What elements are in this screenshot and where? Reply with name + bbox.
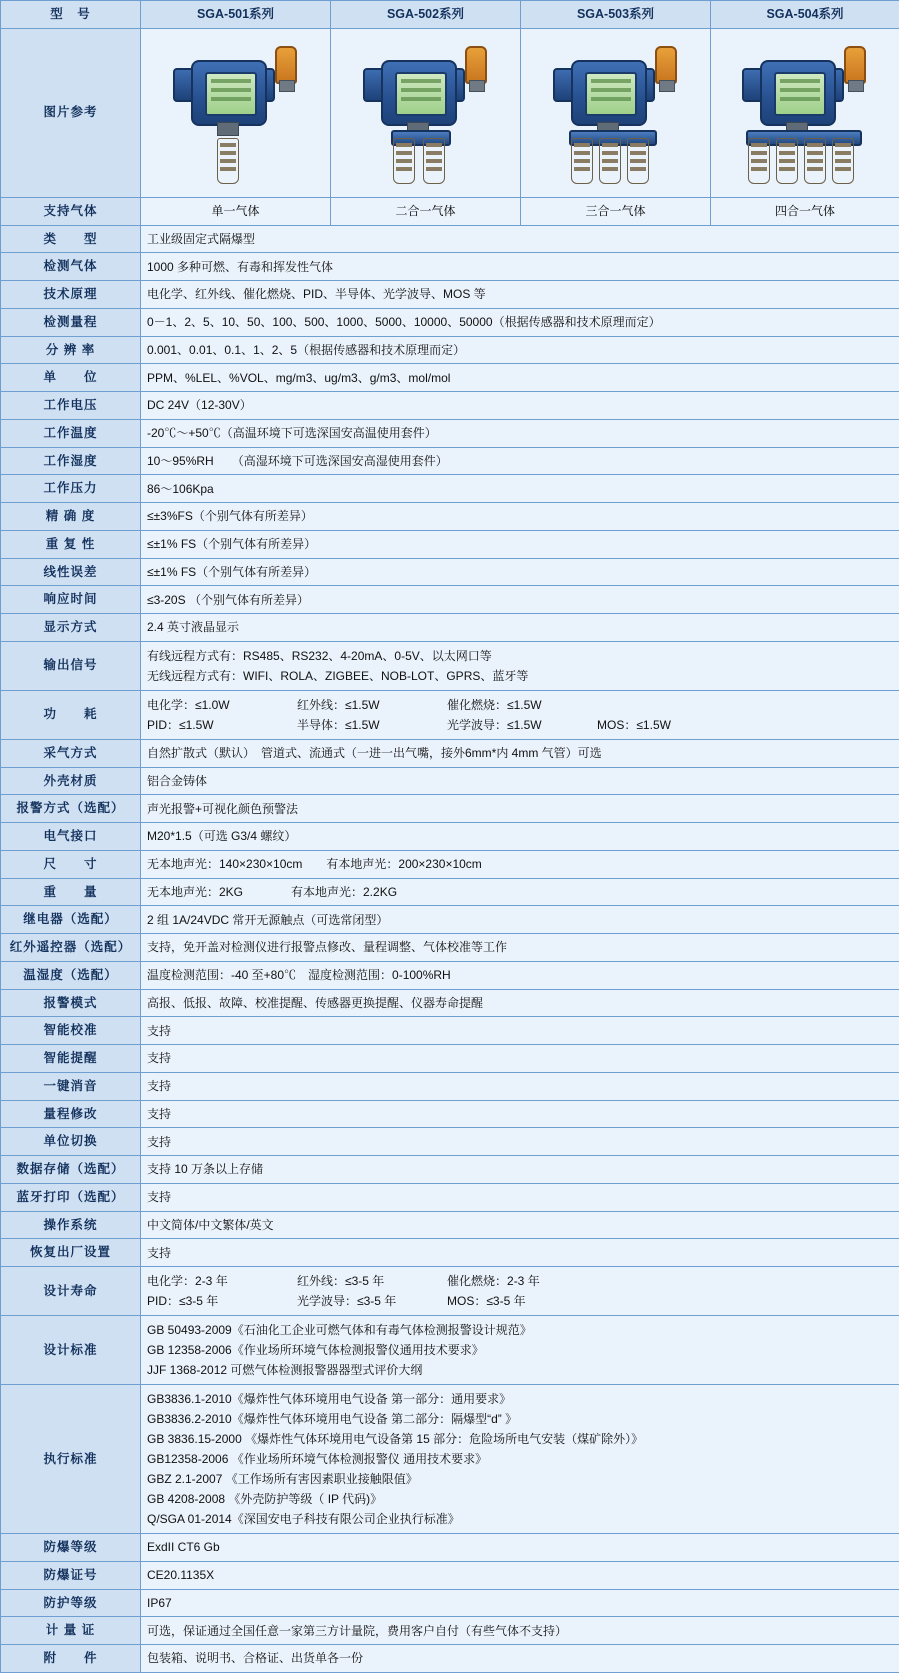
product-image-503 <box>521 28 711 197</box>
row-value-exec-standard <box>141 1385 899 1534</box>
row-value-relay: 2 组 1A/24VDC 常开无源触点（可选常闭型） <box>141 906 899 934</box>
row-label-data-storage: 数据存储（选配） <box>1 1156 141 1184</box>
row-label-unit-switch: 单位切换 <box>1 1128 141 1156</box>
model-503: SGA-503系列 <box>521 1 711 29</box>
lifetime-cc: 催化燃烧：2-3 年 <box>447 1272 597 1290</box>
table-row-electrical-interface <box>1 823 899 851</box>
lifetime-line-1 <box>147 1271 893 1291</box>
output-signal-wireless: 无线远程方式有：WIFI、ROLA、ZIGBEE、NOB-LOT、GPRS、蓝牙等 <box>147 666 893 686</box>
row-label-relay: 继电器（选配） <box>1 906 141 934</box>
table-row-gas-support <box>1 197 899 225</box>
table-row-one-key-mute <box>1 1072 899 1100</box>
row-label-one-key-mute: 一键消音 <box>1 1072 141 1100</box>
power-line-1 <box>147 695 893 715</box>
row-label-sampling: 采气方式 <box>1 739 141 767</box>
row-value-repeatability: ≤±1% FS（个别气体有所差异） <box>141 530 899 558</box>
row-label-bluetooth-print: 蓝牙打印（选配） <box>1 1183 141 1211</box>
row-value-shell-material: 铝合金铸体 <box>141 767 899 795</box>
model-504: SGA-504系列 <box>711 1 899 29</box>
row-label-display: 显示方式 <box>1 614 141 642</box>
lifetime-line-2 <box>147 1291 893 1311</box>
model-502: SGA-502系列 <box>331 1 521 29</box>
table-row-ip-grade <box>1 1589 899 1617</box>
table-row-factory-reset <box>1 1239 899 1267</box>
gas-support-501: 单一气体 <box>141 197 331 225</box>
table-row-pressure <box>1 475 899 503</box>
power-mos: MOS：≤1.5W <box>597 716 717 734</box>
table-row-unit-switch <box>1 1128 899 1156</box>
row-value-size: 无本地声光：140×230×10cm 有本地声光：200×230×10cm <box>141 850 899 878</box>
row-value-smart-reminder: 支持 <box>141 1045 899 1073</box>
row-label-alarm-mode: 报警模式 <box>1 989 141 1017</box>
gas-support-503: 三合一气体 <box>521 197 711 225</box>
row-label-output-signal: 输出信号 <box>1 641 141 690</box>
table-row-size <box>1 850 899 878</box>
table-row-shell-material <box>1 767 899 795</box>
table-row-alarm-mode <box>1 989 899 1017</box>
row-label-factory-reset: 恢复出厂设置 <box>1 1239 141 1267</box>
exec-standard-item: GB12358-2006 《作业场所环境气体检测报警仪 通用技术要求》 <box>147 1449 893 1469</box>
row-value-pressure: 86～106Kpa <box>141 475 899 503</box>
gas-support-502: 二合一气体 <box>331 197 521 225</box>
row-label-ex-grade: 防爆等级 <box>1 1534 141 1562</box>
row-label-size: 尺 寸 <box>1 850 141 878</box>
lifetime-pid: PID：≤3-5 年 <box>147 1292 297 1310</box>
table-row-smart-calibration <box>1 1017 899 1045</box>
detector-illustration-4 <box>730 38 880 188</box>
table-row-ir-remote <box>1 934 899 962</box>
table-row-metering-cert <box>1 1617 899 1645</box>
row-value-unit-switch: 支持 <box>141 1128 899 1156</box>
row-value-range-modify: 支持 <box>141 1100 899 1128</box>
table-row-accuracy <box>1 503 899 531</box>
row-value-unit: PPM、%LEL、%VOL、mg/m3、ug/m3、g/m3、mol/mol <box>141 364 899 392</box>
table-row-range-modify <box>1 1100 899 1128</box>
row-value-metering-cert: 可选，保证通过全国任意一家第三方计量院，费用客户自付（有些气体不支持） <box>141 1617 899 1645</box>
table-row-data-storage <box>1 1156 899 1184</box>
power-pid: PID：≤1.5W <box>147 716 297 734</box>
row-label-linearity: 线性误差 <box>1 558 141 586</box>
table-row-images <box>1 28 899 197</box>
power-waveguide: 光学波导：≤1.5W <box>447 716 597 734</box>
power-ec: 电化学：≤1.0W <box>147 696 297 714</box>
row-value-ex-grade: ExdII CT6 Gb <box>141 1534 899 1562</box>
row-value-voltage: DC 24V（12-30V） <box>141 392 899 420</box>
row-label-smart-calibration: 智能校准 <box>1 1017 141 1045</box>
exec-standard-item: GB 3836.15-2000 《爆炸性气体环境用电气设备第 15 部分：危险场所电气安装（煤矿除外）》 <box>147 1429 893 1449</box>
table-row-linearity <box>1 558 899 586</box>
row-value-humidity: 10～95%RH （高湿环境下可选深国安高湿使用套件） <box>141 447 899 475</box>
table-row-repeatability <box>1 530 899 558</box>
row-label-electrical-interface: 电气接口 <box>1 823 141 851</box>
detector-illustration-1 <box>161 38 311 188</box>
row-value-output-signal <box>141 641 899 690</box>
table-row-os <box>1 1211 899 1239</box>
table-row-exec-standard <box>1 1385 899 1534</box>
row-label-os: 操作系统 <box>1 1211 141 1239</box>
gas-support-504: 四合一气体 <box>711 197 899 225</box>
row-label-metering-cert: 计 量 证 <box>1 1617 141 1645</box>
row-value-alarm-type: 声光报警+可视化颜色预警法 <box>141 795 899 823</box>
row-label-gas-support: 支持气体 <box>1 197 141 225</box>
row-value-ir-remote: 支持，免开盖对检测仪进行报警点修改、量程调整、气体校准等工作 <box>141 934 899 962</box>
table-row-resolution <box>1 336 899 364</box>
row-value-design-standard <box>141 1316 899 1385</box>
row-label-range-modify: 量程修改 <box>1 1100 141 1128</box>
row-label-response-time: 响应时间 <box>1 586 141 614</box>
row-label-design-standard: 设计标准 <box>1 1316 141 1385</box>
table-row-display <box>1 614 899 642</box>
row-value-temp-humidity-option: 温度检测范围：-40 至+80℃ 湿度检测范围：0-100%RH <box>141 961 899 989</box>
row-label-unit: 单 位 <box>1 364 141 392</box>
row-label-ip-grade: 防护等级 <box>1 1589 141 1617</box>
detector-illustration-2 <box>351 38 501 188</box>
row-value-range: 0－1、2、5、10、50、100、500、1000、5000、10000、50000（根据传感器和技术原理而定） <box>141 308 899 336</box>
row-value-weight: 无本地声光：2KG 有本地声光：2.2KG <box>141 878 899 906</box>
row-value-data-storage: 支持 10 万条以上存储 <box>141 1156 899 1184</box>
output-signal-wired: 有线远程方式有：RS485、RS232、4-20mA、0-5V、以太网口等 <box>147 646 893 666</box>
row-label-type: 类 型 <box>1 225 141 253</box>
row-label-image-reference: 图片参考 <box>1 28 141 197</box>
table-row-design-lifetime <box>1 1267 899 1316</box>
row-label-resolution: 分 辨 率 <box>1 336 141 364</box>
table-row-temperature <box>1 419 899 447</box>
exec-standard-item: GB 4208-2008 《外壳防护等级（ IP 代码)》 <box>147 1489 893 1509</box>
row-label-temp-humidity-option: 温湿度（选配） <box>1 961 141 989</box>
row-label-pressure: 工作压力 <box>1 475 141 503</box>
table-row-principle <box>1 281 899 309</box>
detector-illustration-3 <box>541 38 691 188</box>
table-row-bluetooth-print <box>1 1183 899 1211</box>
lifetime-ir: 红外线：≤3-5 年 <box>297 1272 447 1290</box>
table-row-relay <box>1 906 899 934</box>
table-row-accessories <box>1 1645 899 1673</box>
row-value-os: 中文简体/中文繁体/英文 <box>141 1211 899 1239</box>
row-label-principle: 技术原理 <box>1 281 141 309</box>
product-image-501 <box>141 28 331 197</box>
table-row-output-signal <box>1 641 899 690</box>
row-value-ex-certificate: CE20.1135X <box>141 1561 899 1589</box>
row-value-response-time: ≤3-20S （个别气体有所差异） <box>141 586 899 614</box>
row-value-smart-calibration: 支持 <box>141 1017 899 1045</box>
power-ir: 红外线：≤1.5W <box>297 696 447 714</box>
exec-standard-item: Q/SGA 01-2014《深国安电子科技有限公司企业执行标准》 <box>147 1509 893 1529</box>
row-value-electrical-interface: M20*1.5（可选 G3/4 螺纹） <box>141 823 899 851</box>
row-label-shell-material: 外壳材质 <box>1 767 141 795</box>
row-value-sampling: 自然扩散式（默认） 管道式、流通式（一进一出气嘴，接外6mm*内 4mm 气管）可选 <box>141 739 899 767</box>
row-label-ex-certificate: 防爆证号 <box>1 1561 141 1589</box>
table-row-design-standard <box>1 1316 899 1385</box>
lifetime-mos: MOS：≤3-5 年 <box>447 1292 597 1310</box>
row-value-detect-gas: 1000 多种可燃、有毒和挥发性气体 <box>141 253 899 281</box>
row-label-humidity: 工作湿度 <box>1 447 141 475</box>
row-value-power <box>141 690 899 739</box>
row-label-voltage: 工作电压 <box>1 392 141 420</box>
lifetime-ec: 电化学：2-3 年 <box>147 1272 297 1290</box>
row-label-temperature: 工作温度 <box>1 419 141 447</box>
table-row-weight <box>1 878 899 906</box>
table-row-sampling <box>1 739 899 767</box>
row-label-design-lifetime: 设计寿命 <box>1 1267 141 1316</box>
row-label-detect-gas: 检测气体 <box>1 253 141 281</box>
lifetime-waveguide: 光学波导：≤3-5 年 <box>297 1292 447 1310</box>
table-row-smart-reminder <box>1 1045 899 1073</box>
row-value-linearity: ≤±1% FS（个别气体有所差异） <box>141 558 899 586</box>
row-label-smart-reminder: 智能提醒 <box>1 1045 141 1073</box>
row-label-ir-remote: 红外遥控器（选配） <box>1 934 141 962</box>
table-row-alarm-type <box>1 795 899 823</box>
table-row-humidity <box>1 447 899 475</box>
design-standard-item: GB 50493-2009《石油化工企业可燃气体和有毒气体检测报警设计规范》 <box>147 1320 893 1340</box>
table-row-voltage <box>1 392 899 420</box>
row-label-repeatability: 重 复 性 <box>1 530 141 558</box>
row-value-accessories: 包装箱、说明书、合格证、出货单各一份 <box>141 1645 899 1673</box>
table-row-unit <box>1 364 899 392</box>
row-value-type: 工业级固定式隔爆型 <box>141 225 899 253</box>
row-value-accuracy: ≤±3%FS（个别气体有所差异） <box>141 503 899 531</box>
product-image-502 <box>331 28 521 197</box>
row-label-power: 功 耗 <box>1 690 141 739</box>
row-label-model: 型 号 <box>1 1 141 29</box>
exec-standard-item: GBZ 2.1-2007 《工作场所有害因素职业接触限值》 <box>147 1469 893 1489</box>
row-value-design-lifetime <box>141 1267 899 1316</box>
row-label-accuracy: 精 确 度 <box>1 503 141 531</box>
row-label-range: 检测量程 <box>1 308 141 336</box>
exec-standard-item: GB3836.1-2010《爆炸性气体环境用电气设备 第一部分：通用要求》 <box>147 1389 893 1409</box>
table-row-detect-gas <box>1 253 899 281</box>
row-value-resolution: 0.001、0.01、0.1、1、2、5（根据传感器和技术原理而定） <box>141 336 899 364</box>
table-row-temp-humidity-option <box>1 961 899 989</box>
table-row-range <box>1 308 899 336</box>
table-row-response-time <box>1 586 899 614</box>
product-image-504 <box>711 28 899 197</box>
table-row-ex-certificate <box>1 1561 899 1589</box>
row-value-temperature: -20℃～+50℃（高温环境下可选深国安高温使用套件） <box>141 419 899 447</box>
row-label-alarm-type: 报警方式（选配） <box>1 795 141 823</box>
power-line-2 <box>147 715 893 735</box>
row-value-principle: 电化学、红外线、催化燃烧、PID、半导体、光学波导、MOS 等 <box>141 281 899 309</box>
exec-standard-item: GB3836.2-2010《爆炸性气体环境用电气设备 第二部分：隔爆型“d” 》 <box>147 1409 893 1429</box>
table-row-model <box>1 1 899 29</box>
row-value-factory-reset: 支持 <box>141 1239 899 1267</box>
row-label-weight: 重 量 <box>1 878 141 906</box>
table-row-power <box>1 690 899 739</box>
power-cc: 催化燃烧：≤1.5W <box>447 696 597 714</box>
row-value-one-key-mute: 支持 <box>141 1072 899 1100</box>
design-standard-item: JJF 1368-2012 可燃气体检测报警器器型式评价大纲 <box>147 1360 893 1380</box>
row-value-alarm-mode: 高报、低报、故障、校准提醒、传感器更换提醒、仪器寿命提醒 <box>141 989 899 1017</box>
power-semiconductor: 半导体：≤1.5W <box>297 716 447 734</box>
design-standard-item: GB 12358-2006《作业场所环境气体检测报警仪通用技术要求》 <box>147 1340 893 1360</box>
table-row-ex-grade <box>1 1534 899 1562</box>
row-label-accessories: 附 件 <box>1 1645 141 1673</box>
row-label-exec-standard: 执行标准 <box>1 1385 141 1534</box>
row-value-ip-grade: IP67 <box>141 1589 899 1617</box>
model-501: SGA-501系列 <box>141 1 331 29</box>
table-row-type <box>1 225 899 253</box>
row-value-bluetooth-print: 支持 <box>141 1183 899 1211</box>
row-value-display: 2.4 英寸液晶显示 <box>141 614 899 642</box>
